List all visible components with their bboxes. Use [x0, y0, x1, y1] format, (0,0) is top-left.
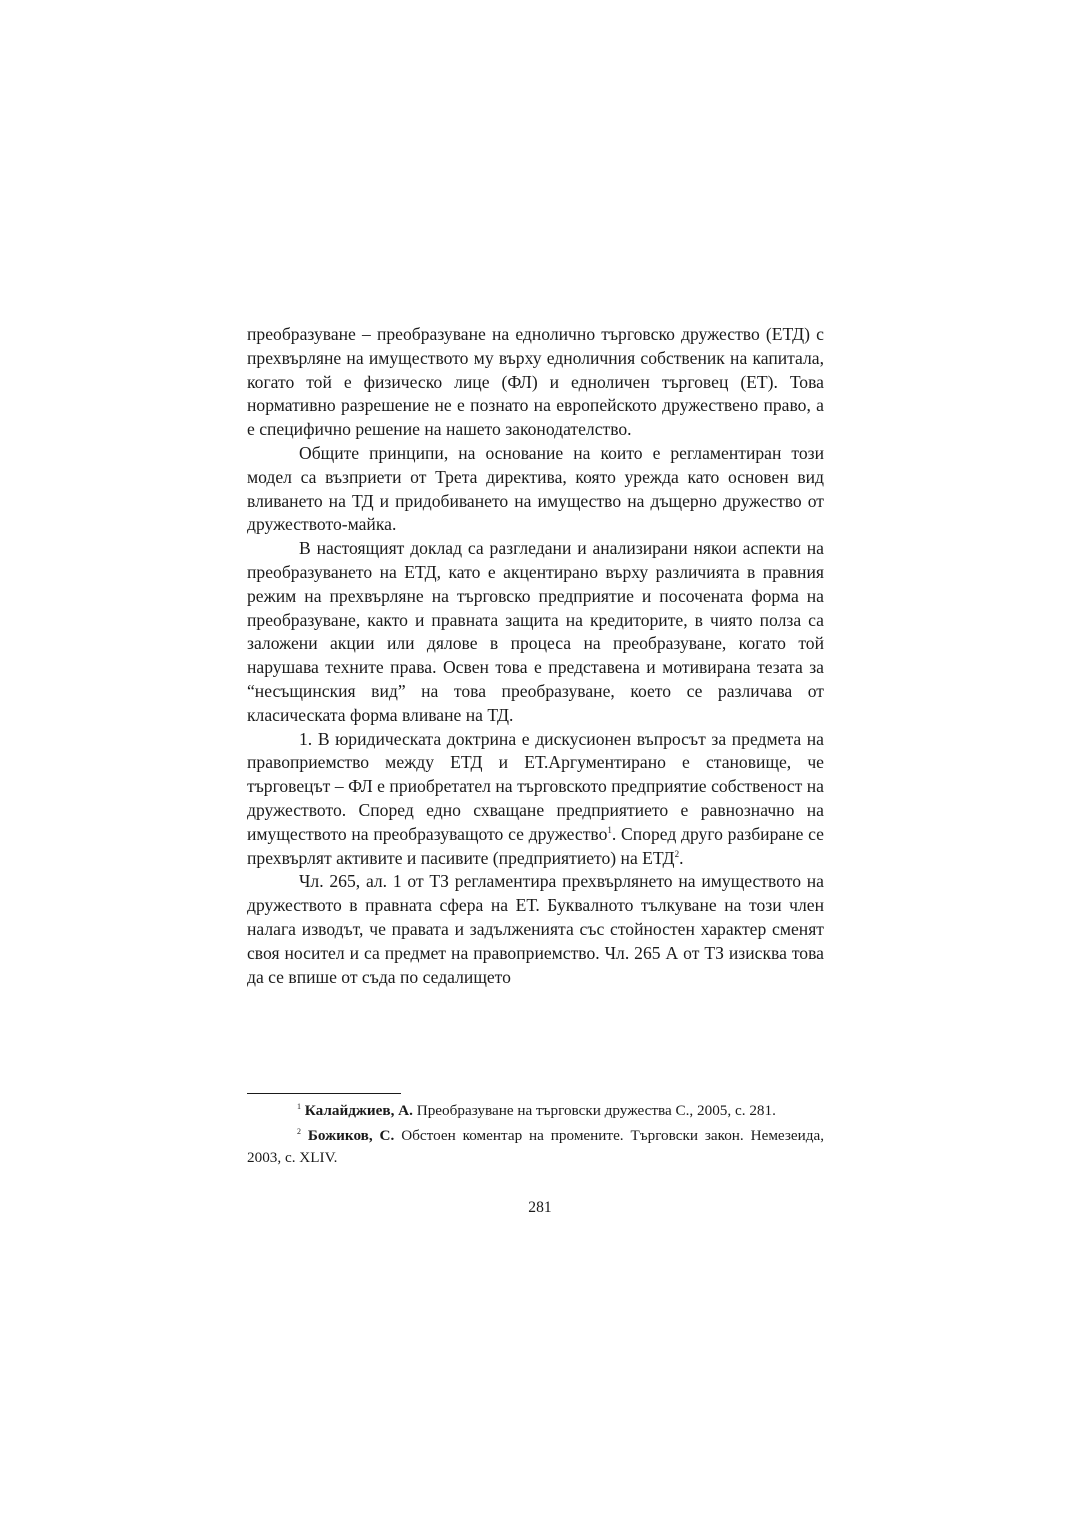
- footnote-1-text: Преобразуване на търговски дружества С., 2005, с. 281.: [412, 1102, 776, 1119]
- paragraph-5: Чл. 265, ал. 1 от ТЗ регламентира прехвърлянето на имуществото на дружеството в правната сфера на ЕТ. Буквалното тълкуване на този член налага изводът, че правата и задълженията със стойностен характер сменят своя носител и са предмет на правоприемство. Чл. 265 А от ТЗ изисква това да се впише от съда по седалището: [247, 871, 824, 987]
- footnote-ref-1[interactable]: 1: [607, 824, 612, 835]
- paragraph-4: [247, 728, 824, 871]
- footnote-2: [247, 1125, 824, 1170]
- footnote-2-text: Обстоен коментар на промените. Търговски закон. Немезеида, 2003, с. XLIV.: [247, 1126, 824, 1167]
- footnote-1: [247, 1100, 824, 1123]
- main-text: [247, 323, 824, 989]
- paragraph-3: В настоящият доклад са разгледани и анализирани някои аспекти на преобразуването на ЕТД, като е акцентирано върху различията в правния режим на прехвърляне на търговско предприятие и посочената форма на преобразуване, както и правната защита на кредиторите, в чиято полза са заложени акции или дялове в процеса на преобразуване, когато той нарушава техните права. Освен това е представена и мотивирана тезата за “несъщинския вид” на това преобразуване, което се различава от класическата форма вливане на ТД.: [247, 538, 824, 725]
- paragraph-4-part-a: 1. В юридическата доктрина е дискусионен въпросът за предмета на правоприемство между ЕТД и ЕТ.Аргументирано е становище, че търговецът – ФЛ е приобретател на търговското предприятие собственост на дружеството. Според едно схващане предприятието е равнозначно на имуществото на преобразуващото се дружество: [247, 728, 824, 844]
- paragraph-1: преобразуване – преобразуване на еднолично търговско дружество (ЕТД) с прехвърляне на имуществото му върху едноличния собственик на капитала, когато той е физическо лице (ФЛ) и едноличен търговец (ЕТ). Това нормативно разрешение не е познато на европейското дружествено право, а е специфично решение на нашето законодателство.: [247, 324, 824, 440]
- footnote-2-marker: 2: [297, 1126, 301, 1136]
- footnotes: [247, 1100, 824, 1172]
- footnote-1-author: Калайджиев, А.: [304, 1102, 413, 1119]
- footnote-1-marker: 1: [297, 1102, 301, 1111]
- paragraph-2: Общите принципи, на основание на които е регламентиран този модел са възприети от Трета директива, която урежда като основен вид вливането на ТД и придобиването на имущество на дъщерно дружество от дружеството-майка.: [247, 442, 824, 535]
- footnote-ref-2[interactable]: 2: [674, 848, 680, 859]
- page-number: 281: [528, 1199, 552, 1216]
- paragraph-4-part-b: . Според друго разбиране се прехвърлят активите и пасивите (предприятието) на ЕТД: [247, 823, 824, 868]
- footnote-2-author: Божиков, С.: [307, 1126, 395, 1144]
- paragraph-4-part-c: .: [679, 847, 684, 868]
- footnote-separator: [247, 1093, 401, 1094]
